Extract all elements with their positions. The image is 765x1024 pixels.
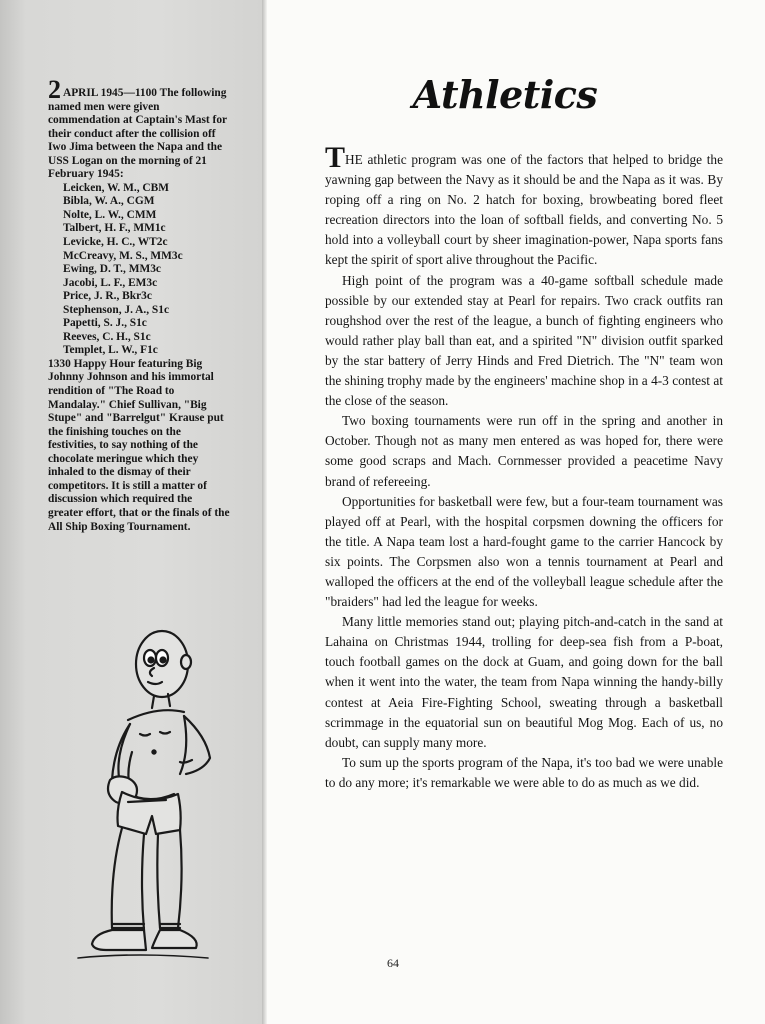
article-paragraph: Opportunities for basketball were few, but a four-team tournament was played off at Pearl, with the hospital corpsmen downing the officers for the title. A Napa team lost a hard-fought game to the carrier Hancock by six points. The Corpsmen also won a tennis tournament at Pearl and walloped the officers at the end of the volleyball league schedule after the "braiders" had led the league for weeks. — [325, 493, 723, 610]
article-paragraph: Many little memories stand out; playing pitch-and-catch in the sand at Lahaina on Christmas 1944, trolling for deep-sea fish from a P-boat, touch football games on the dock at Guam, and going down for the ball when it went into the water, the team from Napa winning the handy-billy contest at Aeia Fire-Fighting School, sweating through a basketball scrimmage in the equatorial sun on beautiful Mog Mog. Each of us, no doubt, can supply many more. — [325, 614, 723, 750]
commendation-name: Ewing, D. T., MM3c — [63, 263, 161, 276]
commendation-name: Leicken, W. M., CBM — [63, 181, 169, 194]
commendation-name: Price, J. R., Bkr3c — [63, 290, 152, 303]
commendation-name: Reeves, C. H., S1c — [63, 330, 151, 343]
commendation-name: McCreavy, M. S., MM3c — [63, 249, 183, 262]
sidebar-outro: 1330 Happy Hour featuring Big Johnny Johnson and his immortal rendition of "The Road to Mandalay." Chief Sullivan, "Big Stupe" and "Barrelgut" Krause put the finishing touches on the festivities, to say nothing of the chocolate meringue which they inhaled to the dismay of their competitors. It is still a matter of discussion which required the greater effort, that or the finals of the All Ship Boxing Tournament. — [48, 357, 230, 533]
sidebar-date-numeral: 2 — [48, 75, 61, 104]
article-body — [325, 141, 723, 793]
commendation-name: Templet, L. W., F1c — [63, 344, 158, 357]
page-number: 64 — [387, 956, 399, 970]
sidebar-intro-text: APRIL 1945—1100 The following named men were given commendation at Captain's Mast for their conduct after the collision off Iwo Jima between the Napa and the USS Logan on the morning of 21 February 1945: — [48, 87, 227, 181]
sidebar-intro — [48, 75, 230, 182]
boxer-cartoon — [68, 628, 216, 964]
commendation-name: Talbert, H. F., MM1c — [63, 222, 166, 235]
commendation-name: Nolte, L. W., CMM — [63, 208, 157, 221]
sidebar-text — [48, 75, 230, 534]
commendation-name: Bibla, W. A., CGM — [63, 195, 155, 208]
commendation-list — [48, 182, 230, 358]
article-paragraph: High point of the program was a 40-game softball schedule made possible by our extended stay at Pearl for repairs. Two crack outfits ran roughshod over the rest of the league, a bunch of fighting engineers who would rather play ball than eat, and a spirited "N" division outfit sparked by the star battery of Jerry Hinds and Fred Dietrich. The "N" team won the shining trophy made by the engineers' machine shop in a 4-3 contest at the close of the season. — [325, 272, 723, 409]
commendation-name: Levicke, H. C., WT2c — [63, 236, 168, 249]
page-fold-shadow — [262, 0, 267, 1024]
commendation-name: Stephenson, J. A., S1c — [63, 303, 170, 316]
drop-cap: T — [325, 141, 346, 174]
article-paragraph: Two boxing tournaments were run off in the spring and another in October. Though not as many men entered as was hoped for, there were some good scraps and Mach. Cornmesser provided a peacetime Navy brand of refereeing. — [325, 413, 723, 489]
first-paragraph-text: athletic program was one of the factors that helped to bridge the yawning gap between the Navy as it should be and the Napa as it was. By roping off a ring on No. 2 hatch for boxing, browbeating bored fleet recreation directors into the loan of softball fields, and converting No. 5 hold into a volleyball court by sheer imagination-power, Napa sports fans kept the spirit of sport alive throughout the Pacific. — [325, 152, 723, 268]
commendation-name: Papetti, S. J., S1c — [63, 317, 147, 330]
first-word-rest: HE — [345, 152, 363, 167]
article-paragraph — [325, 141, 723, 271]
article-title: Athletics — [412, 72, 598, 117]
article-paragraph: To sum up the sports program of the Napa, it's too bad we were unable to do any more; it's remarkable we were able to do as much as we did. — [325, 754, 723, 790]
commendation-name: Jacobi, L. F., EM3c — [63, 276, 158, 289]
